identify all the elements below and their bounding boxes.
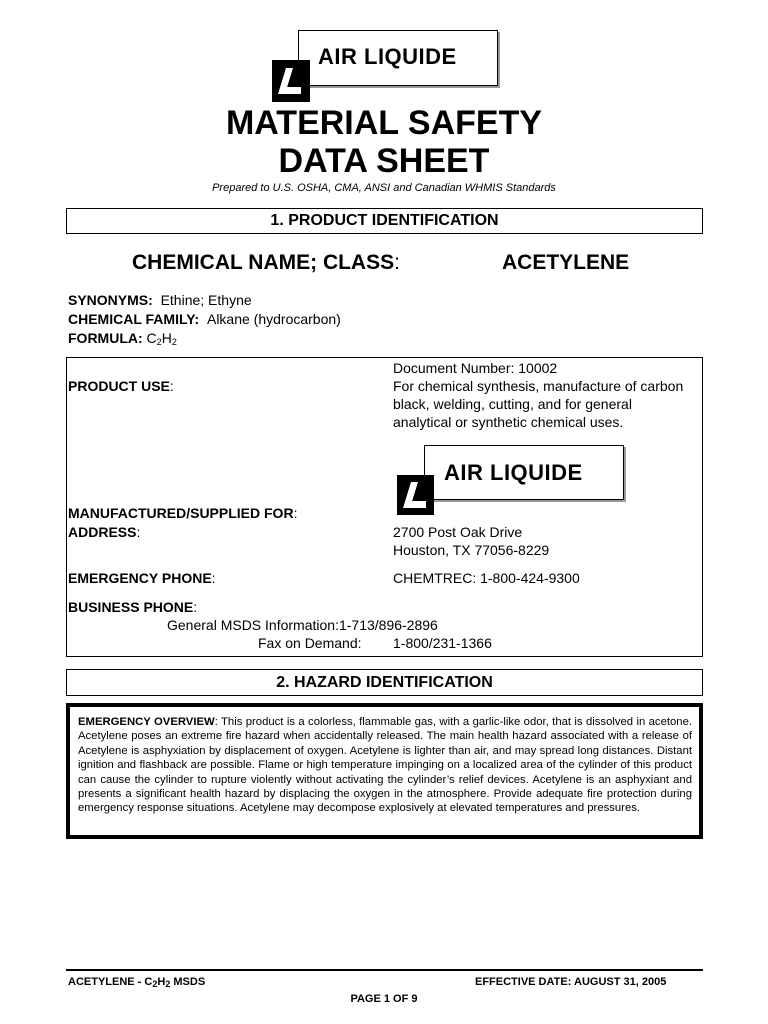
synonyms-row xyxy=(68,292,252,308)
air-liquide-logo-top xyxy=(272,30,502,104)
product-use-label: PRODUCT USE xyxy=(68,378,170,394)
product-use-line-1: For chemical synthesis, manufacture of carbon xyxy=(393,378,684,394)
footer-left-a: ACETYLENE - C xyxy=(68,976,153,988)
synonyms-label: SYNONYMS: xyxy=(68,292,153,308)
emergency-phone-value: CHEMTREC: 1-800-424-9300 xyxy=(393,570,580,586)
emergency-overview-box xyxy=(66,703,703,839)
chemical-family-value: Alkane (hydrocarbon) xyxy=(206,311,341,327)
footer-left xyxy=(68,976,205,989)
title-line-1: MATERIAL SAFETY xyxy=(225,104,543,142)
manufactured-colon: : xyxy=(293,505,298,521)
footer-left-sub2: 2 xyxy=(165,979,171,989)
emergency-phone-colon: : xyxy=(211,570,216,586)
chemical-name-colon: : xyxy=(394,251,400,274)
section-1-heading: 1. PRODUCT IDENTIFICATION xyxy=(66,208,703,234)
emergency-overview-label: EMERGENCY OVERVIEW xyxy=(78,716,215,728)
subtitle: Prepared to U.S. OSHA, CMA, ANSI and Canadian WHMIS Standards xyxy=(212,182,556,194)
emergency-phone-row xyxy=(68,570,216,586)
address-line-2: Houston, TX 77056-8229 xyxy=(393,542,550,558)
chemical-name-row xyxy=(132,251,400,275)
formula-c-sub: 2 xyxy=(156,337,162,347)
logo-wordmark: AIR LIQUIDE xyxy=(444,460,583,485)
business-phone-label: BUSINESS PHONE xyxy=(68,599,194,615)
product-use-colon: : xyxy=(169,378,174,394)
document-number: Document Number: 10002 xyxy=(393,360,558,376)
footer-left-sub1: 2 xyxy=(152,979,158,989)
chemical-family-label: CHEMICAL FAMILY: xyxy=(68,311,200,327)
emergency-overview-text: : This product is a colorless, flammable gas, with a garlic-like odor, that is dissolved in acetone. Acetylene poses an extreme fire hazard when accidentally released. The main health hazard associated with a release of Acetylene is asphyxiation by displacement of oxygen. Acetylene is lighter than air, and may spread long distances. Distant ignition and flashback are possible. Flame or high temperature impinging on a localized area of the cylinder of this product can cause the cylinder to rupture violently without activating the cylinder’s relief devices. Acetylene is an asphyxiant and presents a significant health hazard by displacing the oxygen in the atmosphere. Provide adequate fire protection during emergency response situations. Acetylene may decompose explosively at elevated temperatures and pressures. xyxy=(78,716,692,815)
address-line-1: 2700 Post Oak Drive xyxy=(393,524,523,540)
synonyms-value: Ethine; Ethyne xyxy=(160,292,252,308)
footer-effective-date: EFFECTIVE DATE: AUGUST 31, 2005 xyxy=(475,976,667,988)
address-label: ADDRESS xyxy=(68,524,137,540)
footer-left-b: H xyxy=(157,976,166,988)
msds-info-line: General MSDS Information:1-713/896-2896 xyxy=(167,617,438,633)
emergency-phone-label: EMERGENCY PHONE xyxy=(68,570,212,586)
logo-wordmark: AIR LIQUIDE xyxy=(318,44,457,69)
address-row xyxy=(68,524,140,540)
footer-divider xyxy=(66,969,703,971)
product-use-label-row xyxy=(68,378,174,394)
product-use-line-3: analytical or synthetic chemical uses. xyxy=(393,414,624,430)
formula-h: H xyxy=(161,330,172,346)
footer-page-number: PAGE 1 OF 9 xyxy=(350,993,418,1005)
fax-label: Fax on Demand: xyxy=(258,635,362,651)
product-use-line-2: black, welding, cutting, and for general xyxy=(393,396,632,412)
footer-left-c: MSDS xyxy=(170,976,206,988)
business-phone-row xyxy=(68,599,197,615)
business-phone-colon: : xyxy=(193,599,198,615)
formula-row xyxy=(68,330,177,347)
manufactured-row xyxy=(68,505,297,521)
section-2-heading: 2. HAZARD IDENTIFICATION xyxy=(66,669,703,696)
chemical-name-value: ACETYLENE xyxy=(502,251,630,274)
chemical-name-label: CHEMICAL NAME; CLASS xyxy=(132,251,395,274)
formula-c: C xyxy=(146,330,157,346)
formula-label: FORMULA: xyxy=(68,330,143,346)
manufactured-label: MANUFACTURED/SUPPLIED FOR xyxy=(68,505,294,521)
air-liquide-logo-middle xyxy=(397,445,629,515)
chemical-family-row xyxy=(68,311,341,327)
air-liquide-mark-icon xyxy=(272,60,310,102)
address-colon: : xyxy=(136,524,141,540)
air-liquide-mark-icon xyxy=(397,475,434,515)
title-line-2: DATA SHEET xyxy=(278,142,490,180)
fax-value: 1-800/231-1366 xyxy=(393,635,492,651)
formula-h-sub: 2 xyxy=(171,337,177,347)
